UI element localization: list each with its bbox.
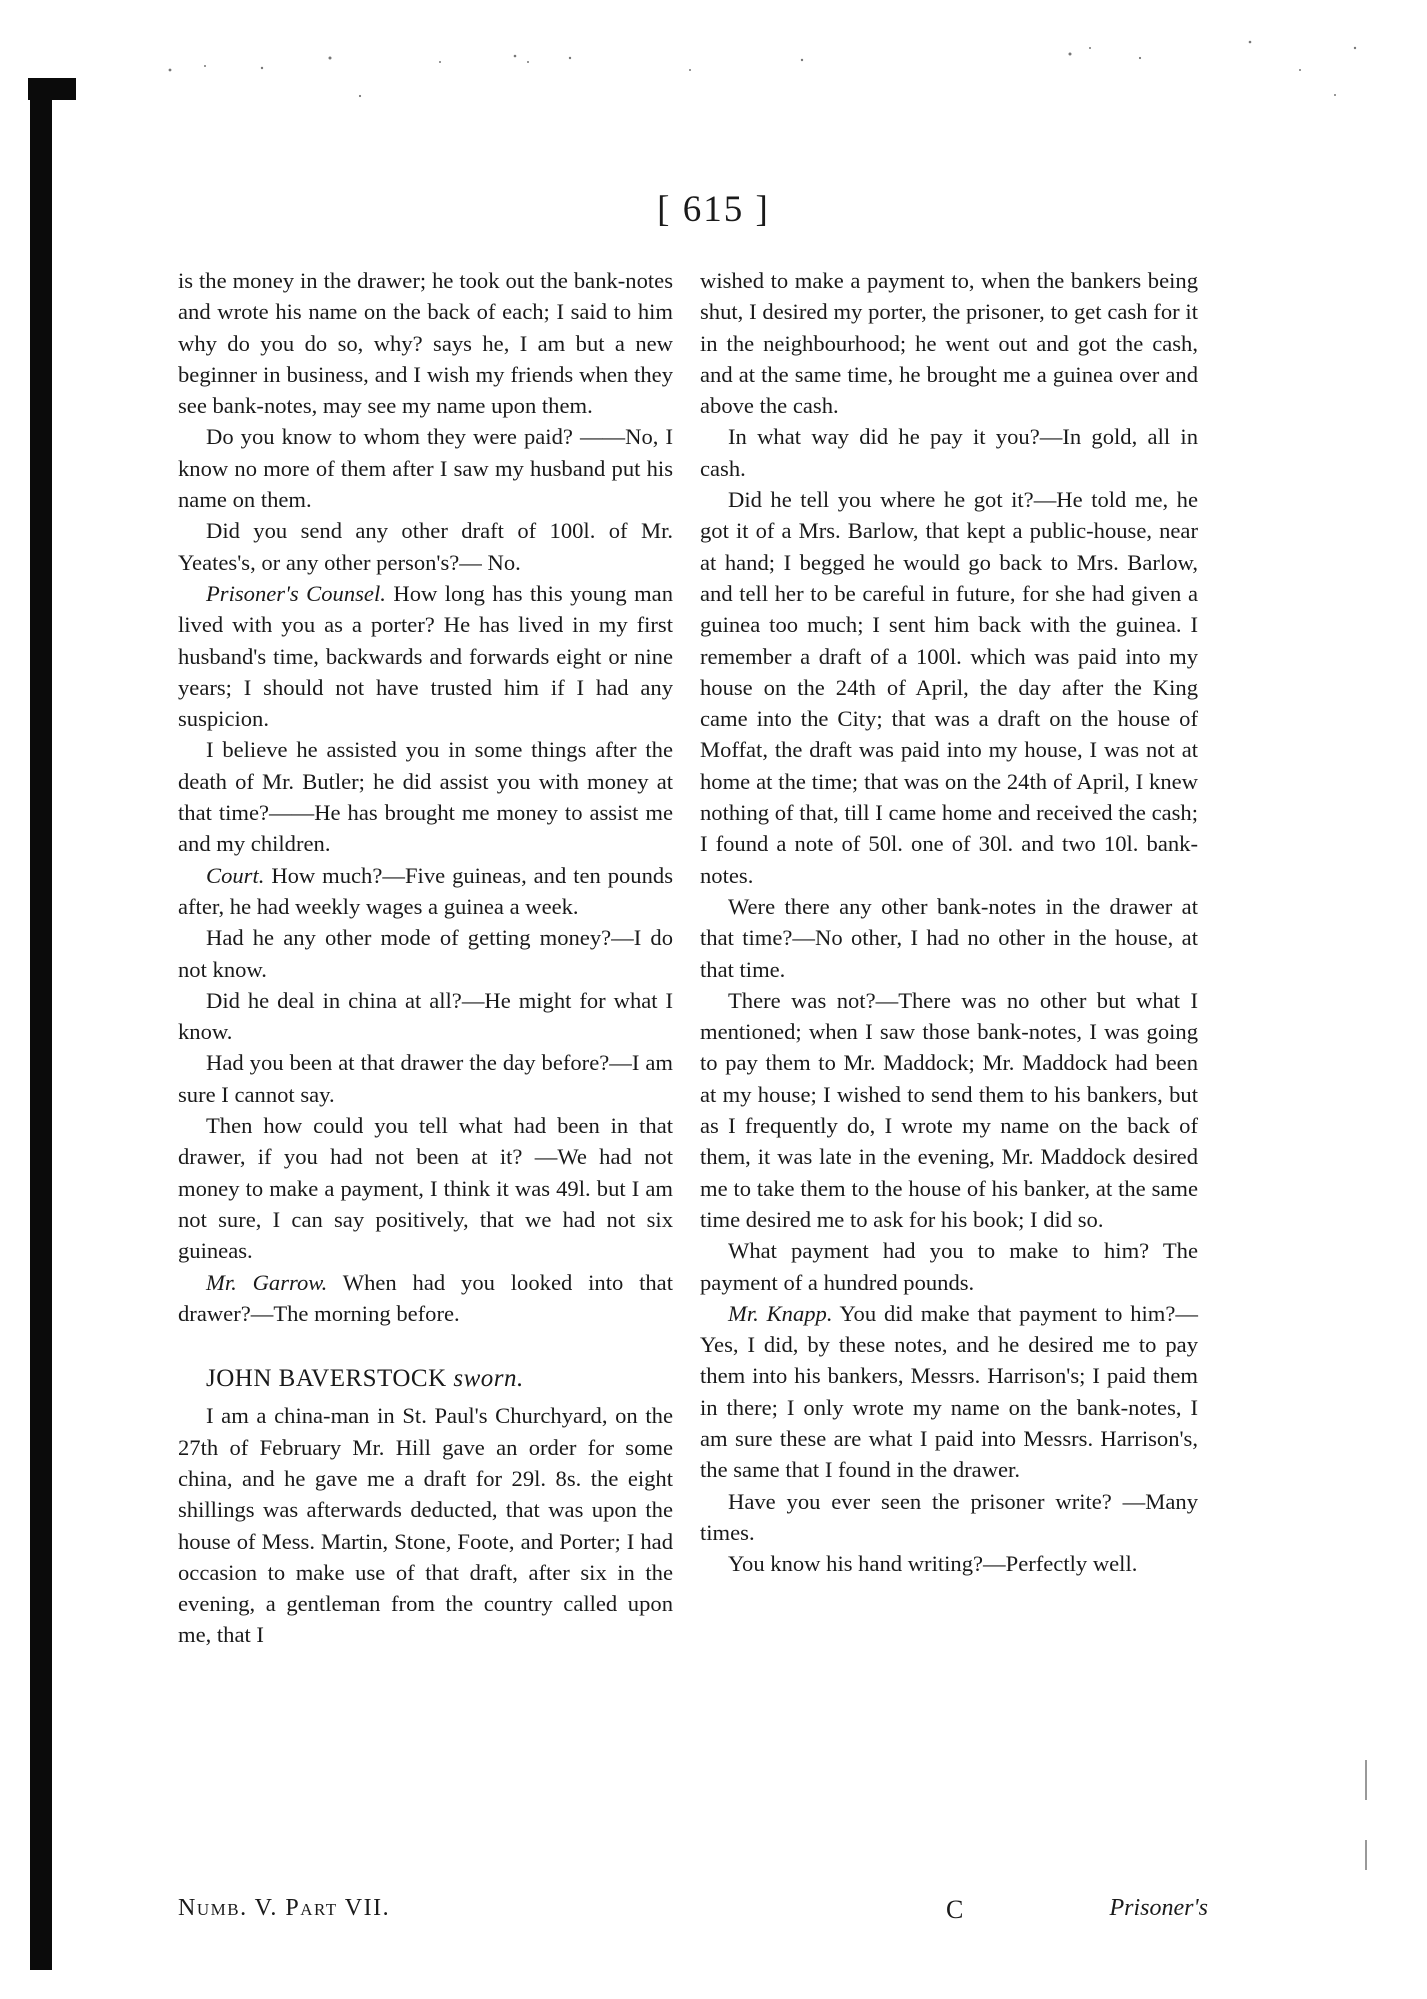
paragraph	[178, 860, 673, 923]
paragraph: In what way did he pay it you?—In gold, all in cash.	[700, 424, 1198, 481]
paragraph	[178, 578, 673, 734]
paragraph: Were there any other bank-notes in the drawer at that time?—No other, I had no other in the house, at that time.	[700, 893, 1198, 982]
paragraph-text: How long has this young man lived with you as a porter? He has lived in my first husband's time, backwards and forwards eight or nine years; I should not have trusted him if I had any suspicion.	[178, 580, 673, 732]
scan-specks	[0, 0, 1427, 200]
paragraph: Did you send any other draft of 100l. of Mr. Yeates's, or any other person's?— No.	[178, 518, 673, 575]
paragraph: Did he tell you where he got it?—He told me, he got it of a Mrs. Barlow, that kept a public-house, near at hand; I begged he would go back to Mrs. Barlow, and tell her to be careful in future, for she had given a guinea too much; I sent him back with the guinea. I remember a draft of a 100l. which was paid into my house on the 24th of April, the day after the King came into the City; that was a draft on the house of Moffat, the draft was paid into my house, I was not at home at the time; that was on the 24th of April, I knew nothing of that, till I came home and received the cash; I found a note of 50l. one of 30l. and two 10l. bank-notes.	[700, 487, 1198, 888]
paragraph-text: You did make that payment to him?—Yes, I did, by these notes, and he desired me to pay them into his bankers, Messrs. Harrison's; I paid them in there; I only wrote my name on the bank-notes, I am sure these are what I paid into Messrs. Harrison's, the same that I found in the drawer.	[700, 1300, 1198, 1483]
paragraph: Have you ever seen the prisoner write? —Many times.	[700, 1488, 1198, 1545]
speaker-label: Court.	[206, 862, 265, 888]
witness-name: JOHN BAVERSTOCK	[206, 1365, 447, 1393]
paragraph: Do you know to whom they were paid? ——No, I know no more of them after I saw my husband put his name on them.	[178, 424, 673, 513]
signature-mark: Numb. V. Part VII.	[178, 1895, 391, 1921]
paragraph: Had you been at that drawer the day before?—I am sure I cannot say.	[178, 1050, 673, 1107]
sworn-label: sworn.	[453, 1365, 524, 1393]
paragraph	[178, 1267, 673, 1330]
speaker-label: Mr. Knapp.	[728, 1300, 833, 1326]
paragraph: You know his hand writing?—Perfectly well.	[728, 1551, 1138, 1577]
catchword: Prisoner's	[1109, 1895, 1208, 1921]
paragraph: Then how could you tell what had been in that drawer, if you had not been at it? —We had not money to make a payment, I think it was 49l. but I am not sure, I can say positively, that we had not six guineas.	[178, 1113, 673, 1264]
right-column	[700, 265, 1198, 1579]
paragraph: There was not?—There was no other but what I mentioned; when I saw those bank-notes, I was going to pay them to Mr. Maddock; Mr. Maddock had been at my house; I wished to send them to his bankers, but as I frequently do, I wrote my name on the back of them, it was late in the evening, Mr. Maddock desired me to take them to the house of his banker, at the same time desired me to ask for his book; I did so.	[700, 987, 1198, 1232]
paragraph-text: How much?—Five guineas, and ten pounds after, he had weekly wages a guinea a week.	[178, 862, 673, 919]
scan-edge-mark	[1365, 1840, 1367, 1870]
gathering-letter: C	[946, 1895, 964, 1924]
paragraph: Had he any other mode of getting money?—I do not know.	[178, 925, 673, 982]
paragraph: is the money in the drawer; he took out the bank-notes and wrote his name on the back of each; I said to him why do you do so, why? says he, I am but a new beginner in business, and I wish my friends when they see bank-notes, may see my name upon them.	[178, 268, 673, 419]
paragraph-text: When had you looked into that drawer?—The morning before.	[178, 1269, 673, 1326]
paragraph: I am a china-man in St. Paul's Churchyard, on the 27th of February Mr. Hill gave an order for some china, and he gave me a draft for 29l. 8s. the eight shillings was afterwards deducted, that was upon the house of Mess. Martin, Stone, Foote, and Porter; I had occasion to make use of that draft, after six in the evening, a gentleman from the country called upon me, that I	[178, 1403, 673, 1648]
paragraph: What payment had you to make to him? The payment of a hundred pounds.	[700, 1238, 1198, 1295]
speaker-label: Prisoner's Counsel.	[206, 580, 386, 606]
paragraph: Did he deal in china at all?—He might for what I know.	[178, 987, 673, 1045]
book-spine-shadow	[30, 80, 52, 1970]
page-footer	[178, 1895, 1208, 1935]
left-column	[178, 265, 673, 1651]
paragraph: wished to make a payment to, when the bankers being shut, I desired my porter, the prisoner, to get cash for it in the neighbourhood; he went out and got the cash, and at the same time, he brought me a guinea over and above the cash.	[700, 268, 1198, 419]
witness-heading	[178, 1363, 673, 1394]
speaker-label: Mr. Garrow.	[206, 1269, 328, 1295]
paragraph: I believe he assisted you in some things after the death of Mr. Butler; he did assist you with money at that time?——He has brought me money to assist me and my children.	[178, 737, 673, 857]
scan-edge-mark	[1365, 1760, 1367, 1800]
paragraph	[700, 1298, 1198, 1486]
page-number: [ 615 ]	[657, 189, 770, 230]
